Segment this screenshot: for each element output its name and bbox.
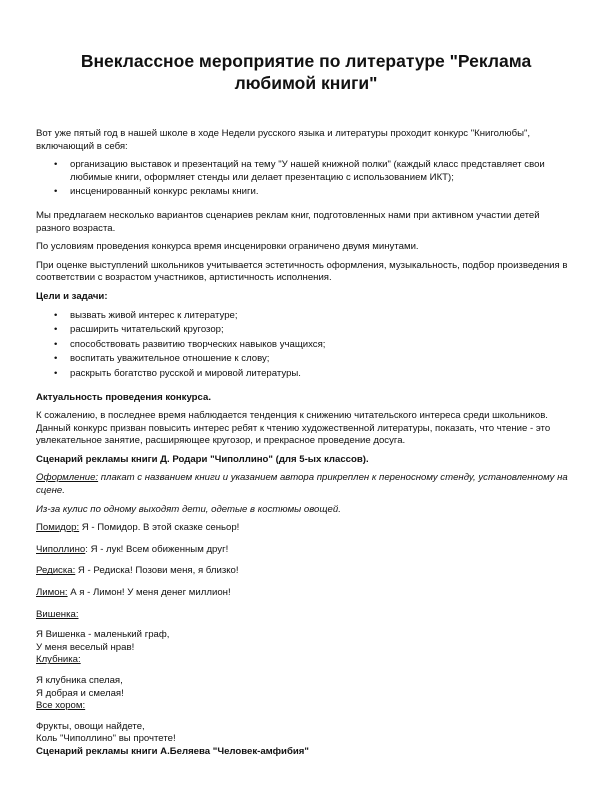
script-line [36, 587, 576, 600]
verse-line: Я добрая и смелая! [36, 687, 124, 699]
title-line-1: Внеклассное мероприятие по литературе "Реклама [80, 51, 532, 71]
role-name: Чиполлино [36, 543, 86, 555]
title-line-2: любимой книги" [234, 73, 378, 93]
line-text: : Я - лук! Всем обиженным друг! [85, 543, 229, 555]
design-label: Оформление: [36, 472, 99, 484]
design-paragraph [36, 472, 576, 497]
role-name: Клубника: [36, 654, 81, 666]
verse-line: У меня веселый нрав! [36, 641, 135, 653]
design-text: плакат с названием книги и указанием автора прикреплен к переносному стенду, установленному на сцене. [36, 472, 568, 497]
document-title [40, 50, 572, 94]
role-name: Вишенка: [36, 608, 79, 620]
relevance-paragraph: К сожалению, в последнее время наблюдается тенденция к снижению читательского интереса среди школьников. Данный конкурс призван повысить интерес ребят к чтению художественной литературы, показать, что чтение - это увлекательное занятие, расширяющее кругозор, и прекрасное проведение досуга. [36, 410, 551, 447]
criteria-paragraph: При оценке выступлений школьников учитывается эстетичность оформления, музыкальность, подбор произведения в соответствии с возрастом участников, артистичность исполнения. [36, 259, 568, 284]
proposal-paragraph: Мы предлагаем несколько вариантов сценариев реклам книг, подготовленных нами при активном участии детей разного возраста. [36, 209, 540, 234]
list-item: • организацию выставок и презентаций на тему "У нашей книжной полки" (каждый класс представляет свои любимые книги, оформляет стенды или делает презентацию с использованием ИКТ); [70, 159, 576, 184]
verse-line: Я клубника спелая, [36, 675, 123, 686]
intro-list [36, 159, 576, 199]
stage-direction: Из-за кулис по одному выходят дети, одетые в костюмы овощей. [36, 503, 341, 515]
script-line [36, 544, 576, 557]
goals-list [36, 310, 576, 381]
list-item: • расширить читательский кругозор; [70, 324, 576, 337]
line-text: Я - Помидор. В этой сказке сеньор! [79, 522, 240, 534]
intro-paragraph: Вот уже пятый год в нашей школе в ходе Недели русского языка и литературы проходит конкурс "Книголюбы", включающий в себя: [36, 128, 531, 152]
scenario1-heading: Сценарий рекламы книги Д. Родари "Чиполлино" (для 5-ых классов). [36, 453, 369, 465]
script-line [36, 522, 576, 535]
goals-heading: Цели и задачи: [36, 290, 108, 302]
role-name: Все хором: [36, 700, 86, 712]
list-item: • воспитать уважительное отношение к слову; [70, 353, 576, 366]
line-text: А я - Лимон! У меня денег миллион! [67, 587, 231, 599]
list-item: • инсценированный конкурс рекламы книги. [70, 186, 576, 199]
verse-line: Я Вишенка - маленький граф, [36, 629, 170, 641]
verse-line: Коль "Чиполлино" вы прочтете! [36, 733, 176, 745]
time-limit-paragraph: По условиям проведения конкурса время инсценировки ограничено двумя минутами. [36, 241, 419, 253]
list-item: • раскрыть богатство русской и мировой литературы. [70, 368, 576, 381]
line-text: Я - Редиска! Позови меня, я близко! [75, 565, 239, 577]
role-name: Помидор: [36, 522, 80, 534]
scenario2-heading: Сценарий рекламы книги А.Беляева "Человек-амфибия" [36, 745, 309, 757]
verse-line: Фрукты, овощи найдете, [36, 720, 145, 732]
document-body [36, 128, 576, 765]
list-item: • вызвать живой интерес к литературе; [70, 310, 576, 323]
role-name: Лимон: [36, 587, 68, 599]
list-item: • способствовать развитию творческих навыков учащихся; [70, 339, 576, 352]
role-name: Редиска: [36, 565, 76, 577]
relevance-heading: Актуальность проведения конкурса. [36, 391, 211, 403]
script-line [36, 565, 576, 578]
script-block [36, 609, 576, 759]
